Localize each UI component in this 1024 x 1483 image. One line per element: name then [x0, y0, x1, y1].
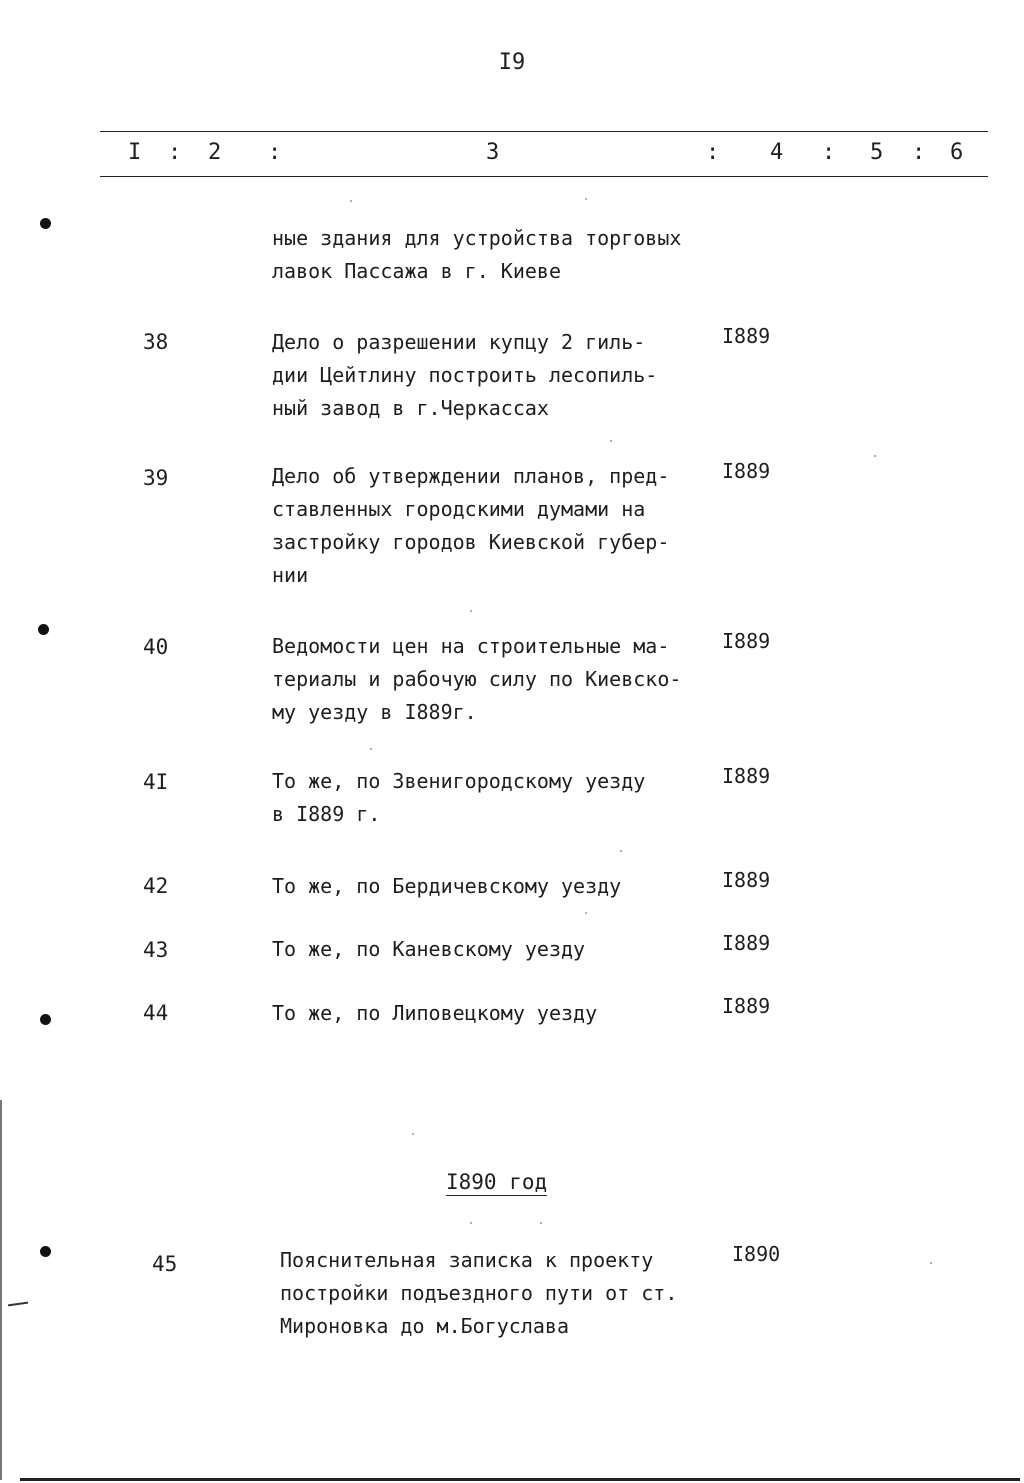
desc-line: му уезду в I889г. — [272, 700, 477, 724]
col-head-5: 5 — [870, 140, 884, 165]
scan-speck — [470, 610, 472, 612]
entry-year: I889 — [722, 931, 771, 955]
col-sep: : — [822, 140, 836, 165]
col-head-6: 6 — [950, 140, 964, 165]
entry-number: 39 — [143, 466, 169, 490]
entry-description — [272, 765, 712, 831]
page-number: I9 — [498, 50, 526, 75]
desc-line: в I889 г. — [272, 802, 381, 826]
col-sep: : — [912, 140, 926, 165]
entry-description — [272, 222, 712, 288]
desc-line: ные здания для устройства торговых — [272, 226, 682, 250]
desc-line: лавок Пассажа в г. Киеве — [272, 259, 561, 283]
entry-year: I889 — [722, 994, 771, 1018]
entry-year: I889 — [722, 764, 771, 788]
desc-line: Дело об утверждении планов, пред- — [272, 464, 670, 488]
entry-description — [272, 870, 712, 903]
entry-number: 40 — [143, 635, 169, 659]
header-rule-bottom — [100, 176, 988, 177]
desc-line: Дело о разрешении купцу 2 гиль- — [272, 330, 646, 354]
entry-number: 38 — [143, 330, 169, 354]
entry-year: I889 — [722, 629, 771, 653]
col-head-1: I — [128, 140, 142, 165]
col-sep: : — [268, 140, 282, 165]
col-sep: : — [706, 140, 720, 165]
desc-line: То же, по Звенигородскому уезду — [272, 769, 646, 793]
scan-speck — [620, 850, 622, 852]
binder-hole-mark — [40, 1014, 51, 1025]
scan-speck — [370, 748, 372, 750]
scan-speck — [470, 1222, 472, 1224]
col-sep: : — [168, 140, 182, 165]
scan-speck — [585, 912, 587, 914]
desc-line: ный завод в г.Черкассах — [272, 396, 549, 420]
col-head-4: 4 — [770, 140, 784, 165]
entry-number: 44 — [143, 1001, 169, 1025]
scan-speck — [874, 455, 876, 457]
desc-line: То же, по Липовецкому уезду — [272, 1001, 598, 1025]
binder-hole-mark — [40, 1246, 51, 1257]
desc-line: териалы и рабочую силу по Киевско- — [272, 667, 682, 691]
desc-line: Пояснительная записка к проекту — [280, 1248, 654, 1272]
entry-number: 43 — [143, 938, 169, 962]
entry-description — [272, 933, 712, 966]
desc-line: застройку городов Киевской губер- — [272, 530, 670, 554]
scan-speck — [350, 200, 352, 202]
desc-line: нии — [272, 563, 309, 587]
col-head-2: 2 — [208, 140, 222, 165]
desc-line: дии Цейтлину построить лесопиль- — [272, 363, 658, 387]
page-edge-bottom — [20, 1478, 1020, 1481]
scan-speck — [412, 1133, 414, 1135]
entry-description — [280, 1244, 720, 1343]
binder-hole-mark — [38, 624, 49, 635]
desc-line: Мироновка до м.Богуслава — [280, 1314, 569, 1338]
col-head-3: 3 — [486, 140, 500, 165]
entry-year: I889 — [722, 868, 771, 892]
header-rule-top — [100, 131, 988, 132]
entry-year: I890 — [732, 1242, 781, 1266]
binder-hole-mark — [40, 218, 51, 229]
section-title: I890 год — [446, 1170, 548, 1194]
page-edge — [0, 1100, 2, 1480]
entry-description — [272, 630, 712, 729]
entry-description — [272, 460, 712, 592]
desc-line: То же, по Бердичевскому уезду — [272, 874, 622, 898]
entry-number: 4I — [143, 770, 169, 794]
desc-line: постройки подъездного пути от ст. — [280, 1281, 678, 1305]
desc-line: То же, по Каневскому уезду — [272, 937, 586, 961]
scan-speck — [610, 440, 612, 442]
scan-speck — [540, 1222, 542, 1224]
entry-description — [272, 997, 712, 1030]
entry-year: I889 — [722, 324, 771, 348]
scan-speck — [585, 198, 587, 200]
scan-speck — [930, 1262, 932, 1264]
desc-line: Ведомости цен на строительные ма- — [272, 634, 670, 658]
desc-line: ставленных городскими думами на — [272, 497, 646, 521]
entry-description — [272, 326, 712, 425]
entry-number: 42 — [143, 874, 169, 898]
entry-year: I889 — [722, 459, 771, 483]
entry-number: 45 — [152, 1252, 178, 1276]
scan-mark — [8, 1302, 28, 1307]
